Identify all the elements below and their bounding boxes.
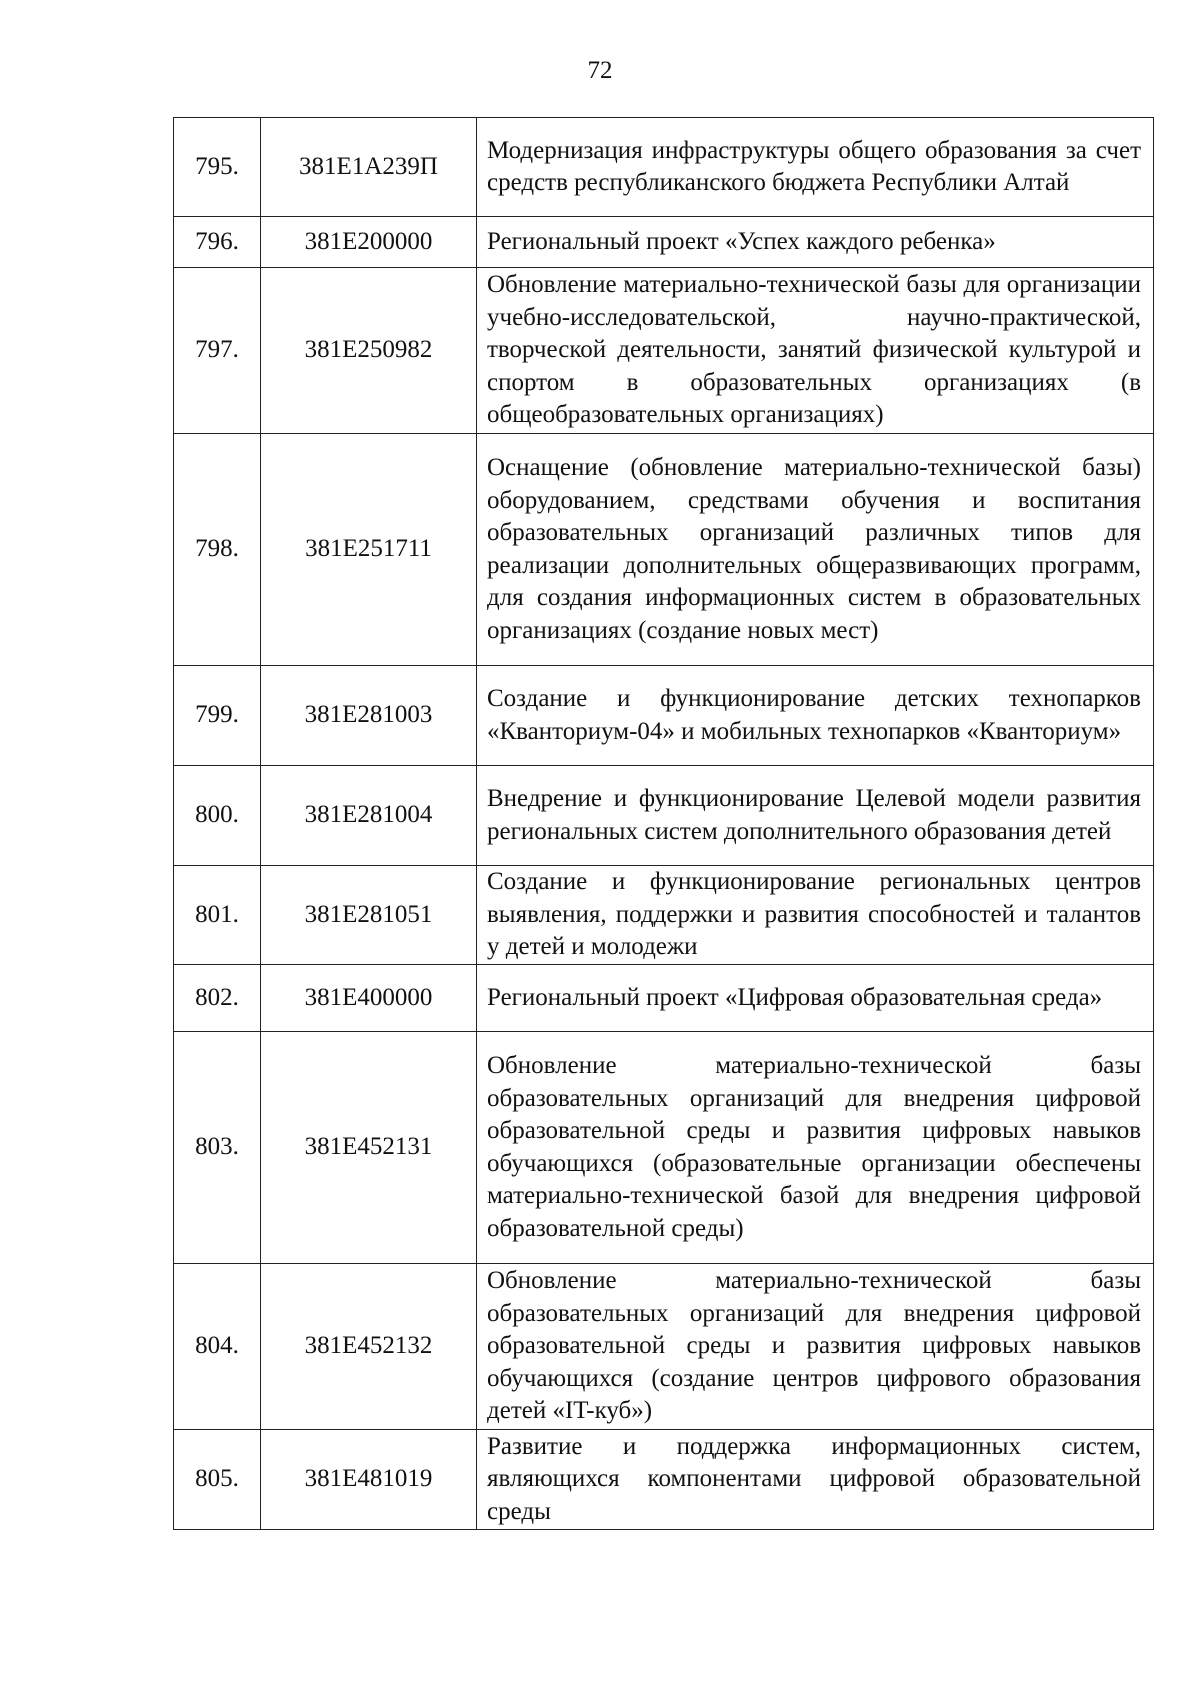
table-row [174,1264,1154,1430]
row-description: Создание и функционирование региональных центров выявления, поддержки и развития способностей и талантов у детей и молодежи [477,866,1154,965]
row-description: Создание и функционирование детских технопарков «Кванториум-04» и мобильных технопарков «Кванториум» [477,666,1154,766]
row-description: Региональный проект «Цифровая образовательная среда» [477,965,1154,1032]
row-number: 797. [174,268,261,434]
row-number: 805. [174,1430,261,1530]
row-number: 798. [174,434,261,666]
row-number: 801. [174,866,261,965]
row-number: 799. [174,666,261,766]
row-number: 803. [174,1032,261,1264]
row-code: 381E281051 [261,866,477,965]
row-description: Обновление материально-технической базы образовательных организаций для внедрения цифровой образовательной среды и развития цифровых навыков обучающихся (создание центров цифрового образования детей «IT-куб») [477,1264,1154,1430]
table-row [174,118,1154,217]
row-code: 381E481019 [261,1430,477,1530]
row-code: 381E200000 [261,217,477,268]
row-number: 804. [174,1264,261,1430]
row-code: 381E1A239П [261,118,477,217]
row-code: 381E281003 [261,666,477,766]
row-code: 381E250982 [261,268,477,434]
row-description: Обновление материально-технической базы для организации учебно-исследовательской, научно-практической, творческой деятельности, занятий физической культурой и спортом в образовательных организациях (в общеобразовательных организациях) [477,268,1154,434]
table-row [174,965,1154,1032]
row-code: 381E251711 [261,434,477,666]
row-code: 381E452131 [261,1032,477,1264]
row-description: Развитие и поддержка информационных систем, являющихся компонентами цифровой образовательной среды [477,1430,1154,1530]
row-number: 795. [174,118,261,217]
row-code: 381E452132 [261,1264,477,1430]
row-description: Региональный проект «Успех каждого ребенка» [477,217,1154,268]
row-number: 802. [174,965,261,1032]
table-row [174,434,1154,666]
row-code: 381E400000 [261,965,477,1032]
table-row [174,268,1154,434]
table-row [174,866,1154,965]
row-number: 800. [174,766,261,866]
row-description: Модернизация инфраструктуры общего образования за счет средств республиканского бюджета Республики Алтай [477,118,1154,217]
row-code: 381E281004 [261,766,477,866]
table-row [174,766,1154,866]
row-description: Внедрение и функционирование Целевой модели развития региональных систем дополнительного образования детей [477,766,1154,866]
table-row [174,1430,1154,1530]
page-number: 72 [587,57,613,84]
table-body [174,118,1154,1530]
budget-classification-table [173,117,1154,1530]
table-row [174,666,1154,766]
row-number: 796. [174,217,261,268]
row-description: Оснащение (обновление материально-технической базы) оборудованием, средствами обучения и воспитания образовательных организаций различных типов для реализации дополнительных общеразвивающих программ, для создания информационных систем в образовательных организациях (создание новых мест) [477,434,1154,666]
table-row [174,217,1154,268]
table-row [174,1032,1154,1264]
row-description: Обновление материально-технической базы образовательных организаций для внедрения цифровой образовательной среды и развития цифровых навыков обучающихся (образовательные организации обеспечены материально-технической базой для внедрения цифровой образовательной среды) [477,1032,1154,1264]
